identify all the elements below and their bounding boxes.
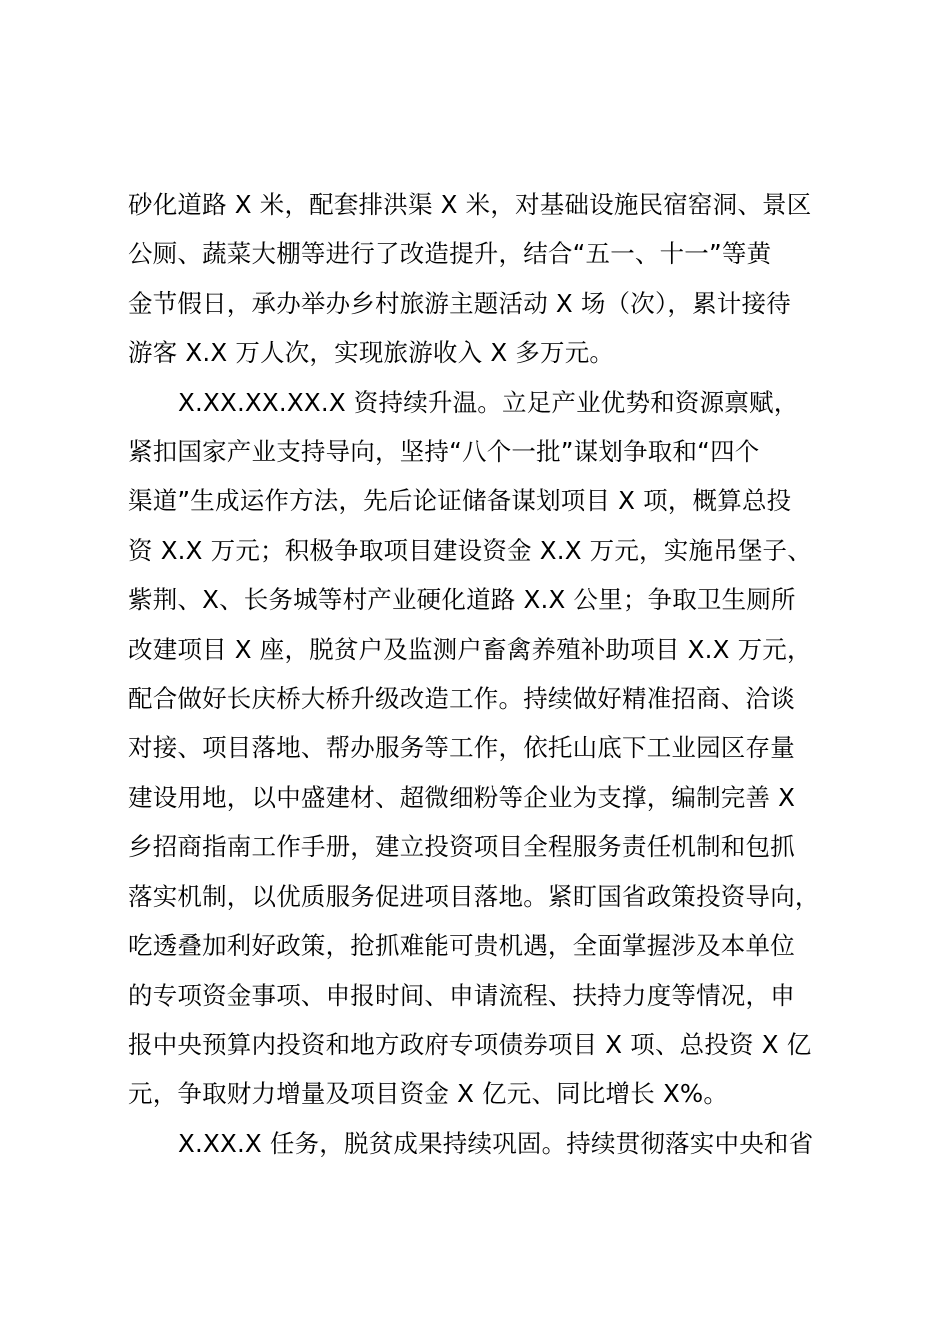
text-line: 乡招商指南工作手册，建立投资项目全程服务责任机制和包抓 [128,832,795,862]
text-line: 落实机制，以优质服务促进项目落地。紧盯国省政策投资导向， [128,881,820,911]
text-line: X.XX.X 任务，脱贫成果持续巩固。持续贯彻落实中央和省 [178,1128,814,1158]
text-line: 报中央预算内投资和地方政府专项债券项目 X 项、总投资 X 亿 [128,1029,812,1059]
text-line: 对接、项目落地、帮办服务等工作，依托山底下工业园区存量 [128,733,795,763]
text-line: 资 X.X 万元；积极争取项目建设资金 X.X 万元，实施吊堡子、 [128,535,812,565]
text-line: 改建项目 X 座，脱贫户及监测户畜禽养殖补助项目 X.X 万元， [128,634,812,664]
text-line: 紫荆、X、长务城等村产业硬化道路 X.X 公里；争取卫生厕所 [128,585,796,615]
text-line: 游客 X.X 万人次，实现旅游收入 X 多万元。 [128,338,615,368]
text-line: X.XX.XX.XX.X 资持续升温。立足产业优势和资源禀赋， [178,387,799,417]
text-line: 配合做好长庆桥大桥升级改造工作。持续做好精准招商、洽谈 [128,684,795,714]
paragraph [128,1119,853,1168]
text-line: 砂化道路 X 米，配套排洪渠 X 米，对基础设施民宿窑洞、景区 [128,190,812,219]
text-line: 建设用地，以中盛建材、超微细粉等企业为支撑，编制完善 X [128,782,796,812]
text-line: 公厕、蔬菜大棚等进行了改造提升，结合“五一、十一”等黄 [128,239,772,269]
paragraph [128,378,853,1119]
text-line: 渠道”生成运作方法，先后论证储备谋划项目 X 项，概算总投 [128,486,792,516]
text-line: 金节假日，承办举办乡村旅游主题活动 X 场（次），累计接待 [128,288,791,318]
text-line: 紧扣国家产业支持导向，坚持“八个一批”谋划争取和“四个 [128,437,760,467]
document-body [128,180,853,1168]
text-line: 的专项资金事项、申报时间、申请流程、扶持力度等情况，申 [128,980,795,1010]
text-line: 元，争取财力增量及项目资金 X 亿元、同比增长 X%。 [128,1079,729,1109]
paragraph [128,180,853,378]
text-line: 吃透叠加利好政策，抢抓难能可贵机遇，全面掌握涉及本单位 [128,931,795,961]
